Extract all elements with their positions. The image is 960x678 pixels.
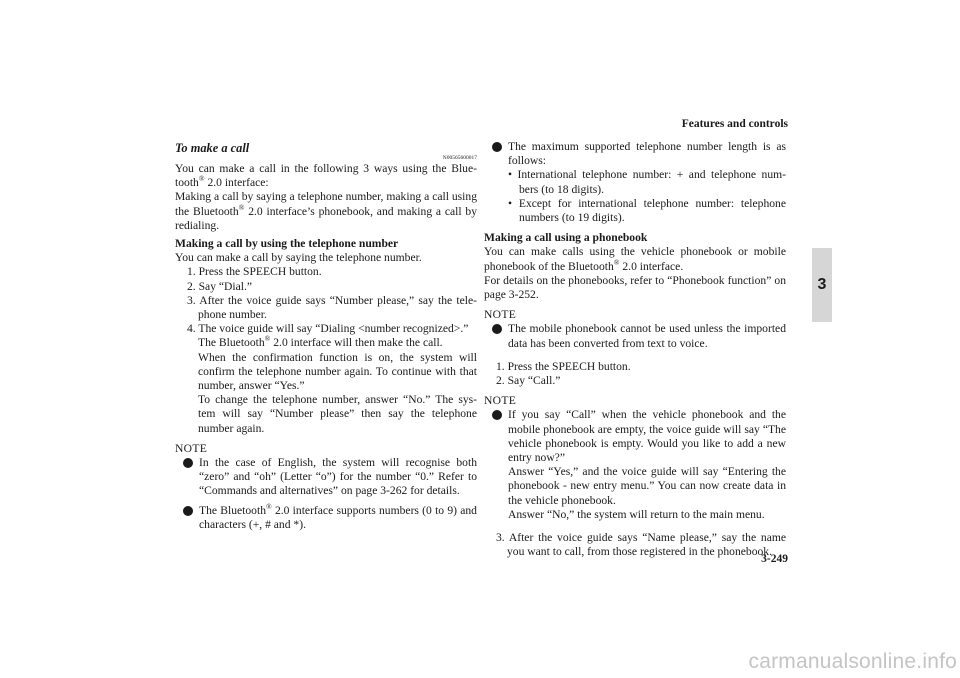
step-item: 2. Say “Dial.” <box>187 279 253 293</box>
intro-paragraph-2: Making a call by saying a telephone number, making a call using the Bluetooth® 2.0 interface’s phonebook, and making a call by redialing. <box>175 190 477 232</box>
section-tab: 3 <box>812 248 832 322</box>
step-continuation: When the confirmation function is on, the system will confirm the telephone number again. To continue with that number, answer “Yes.” <box>198 350 477 393</box>
bullet-icon <box>492 142 502 152</box>
step-item: 1. Press the SPEECH button. <box>496 359 631 373</box>
sub-intro: You can make a call by saying the telephone number. <box>175 251 422 265</box>
sub-heading: Making a call by using the telephone number <box>175 237 399 251</box>
note-label: NOTE <box>484 394 517 408</box>
step-continuation: To change the telephone number, answer “No.” The sys- tem will say “Number please” then say the telephone number again. <box>198 393 477 435</box>
intro-paragraph-2: For details on the phonebooks, refer to “Phonebook function” on page 3-252. <box>484 273 786 302</box>
note-bullet: In the case of English, the system will recognise both “zero” and “oh” (Letter “o”) for the number “0.” Refer to “Commands and alternatives” on page 3-262 for details. <box>175 456 477 499</box>
bullet-icon <box>183 458 193 468</box>
reference-code: N00565600017 <box>442 155 477 161</box>
watermark: carmanualsonline.info <box>748 650 957 673</box>
intro-paragraph: You can make calls using the vehicle phonebook or mobile phonebook of the Bluetooth® 2.0 interface. <box>484 245 786 273</box>
sub-heading: Making a call using a phonebook <box>484 231 648 245</box>
intro-paragraph: You can make a call in the following 3 ways using the Blue- tooth® 2.0 interface: <box>175 162 477 190</box>
sub-bullet: • Except for international telephone number: telephone numbers (to 19 digits). <box>508 196 786 225</box>
note-label: NOTE <box>175 441 208 455</box>
step-item: 4. The voice guide will say “Dialing <number recognized>.” <box>187 322 469 336</box>
left-column <box>175 140 477 532</box>
step-item: 3. After the voice guide says “Name please,” say the name you want to call, from those registered in the phonebook. <box>496 531 786 559</box>
bullet-icon <box>183 506 193 516</box>
step-item: 1. Press the SPEECH button. <box>187 265 322 279</box>
note-bullet: The Bluetooth® 2.0 interface supports numbers (0 to 9) and characters (+, # and *). <box>175 504 477 532</box>
step-item: 2. Say “Call.” <box>496 374 561 388</box>
note-bullet: If you say “Call” when the vehicle phonebook and the mobile phonebook are empty, the voice guide will say “The vehicle phonebook is empty. Would you like to add a new entry now?” Answer “Yes,” and the voice guide will say “Entering the phonebook - new entry menu.” You can now create data in the vehicle phonebook. Answer “No,” the system will return to the main menu. <box>484 408 786 522</box>
note-bullet: The mobile phonebook cannot be used unless the imported data has been converted from text to voice. <box>484 322 786 350</box>
step-list <box>484 360 786 388</box>
section-heading: To make a call <box>175 141 250 155</box>
page-number: 3-249 <box>761 553 788 565</box>
bullet-icon <box>492 410 502 420</box>
bullet-icon <box>492 324 502 334</box>
sub-bullet: • International telephone number: + and telephone num- bers (to 18 digits). <box>508 168 786 196</box>
right-column <box>484 140 786 559</box>
note-bullet: The maximum supported telephone number length is as follows: • International telephone number: + and telephone num- bers (to 18 digits). • Except for international telephone number: telephone numbers (to 19 digits). <box>484 140 786 225</box>
page-header-title: Features and controls <box>681 118 788 130</box>
step-continuation: The Bluetooth® 2.0 interface will then make the call. <box>198 334 443 350</box>
step-item: 3. After the voice guide says “Number please,” say the tele- phone number. <box>187 293 477 322</box>
note-label: NOTE <box>484 308 517 322</box>
step-list <box>175 265 477 435</box>
step-list <box>484 531 786 559</box>
